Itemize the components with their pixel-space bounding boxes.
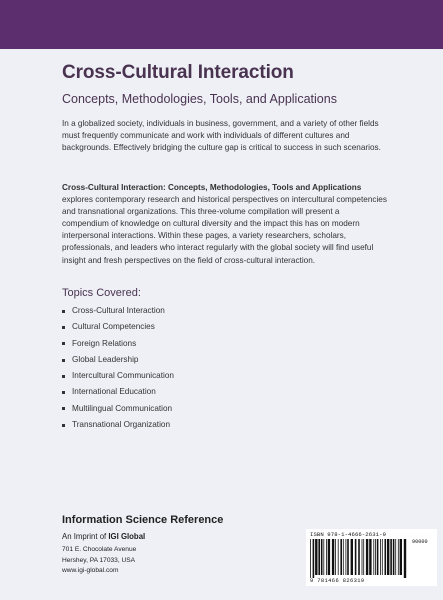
description-lead: Cross-Cultural Interaction: Concepts, Methodologies, Tools and Applications (62, 183, 362, 192)
intro-paragraph: In a globalized society, individuals in business, government, and a variety of other fields must frequently communicate and work with individuals of different cultures and backgrounds. Effectively bridging the culture gap is critical to success in such scenarios. (62, 119, 381, 153)
publisher-address (62, 545, 136, 577)
bullet-icon (62, 424, 65, 427)
bullet-icon (62, 407, 65, 410)
list-item: Cultural Competencies (62, 319, 174, 335)
bullet-icon (62, 375, 65, 378)
list-item: Cross-Cultural Interaction (62, 303, 174, 319)
barcode-digits: 9 781466 826319 (310, 578, 365, 584)
list-item: Foreign Relations (62, 336, 174, 352)
bullet-icon (62, 310, 65, 313)
bullet-icon (62, 391, 65, 394)
bullet-icon (62, 359, 65, 362)
list-item: International Education (62, 384, 174, 400)
address-line: Hershey, PA 17033, USA (62, 556, 136, 564)
description-body: explores contemporary research and historical perspectives on intercultural competencies and transnational organizations. This three-volume compilation will present a compendium of knowledge on cultural diversity and the impact this has on modern interpersonal interactions. Within these pages, a variety researchers, scholars, professionals, and leaders who interact regularly with the global society will find useful insight and fresh perspectives on the field of cross-cultural interaction. (62, 195, 387, 265)
list-item: Multilingual Communication (62, 401, 174, 417)
book-title: Cross-Cultural Interaction (62, 62, 294, 83)
imprint-brand: IGI Global (108, 532, 146, 541)
publisher-name: Information Science Reference (62, 514, 224, 526)
website-link: www.igi-global.com (62, 567, 119, 574)
barcode-icon (310, 539, 408, 578)
list-item: Transnational Organization (62, 417, 174, 433)
bullet-icon (62, 326, 65, 329)
description-paragraph (62, 182, 387, 267)
book-subtitle: Concepts, Methodologies, Tools, and Applications (62, 92, 337, 106)
bullet-icon (62, 342, 65, 345)
isbn-label: ISBN 978-1-4666-2631-9 (310, 531, 387, 538)
list-item: Global Leadership (62, 352, 174, 368)
header-band (0, 0, 443, 49)
topics-list (62, 303, 174, 433)
imprint-line: An Imprint of IGI Global (62, 532, 146, 541)
list-item: Intercultural Communication (62, 368, 174, 384)
barcode-addon: 90000 (412, 539, 428, 545)
address-line: 701 E. Chocolate Avenue (62, 546, 137, 553)
topics-heading: Topics Covered: (62, 287, 141, 299)
